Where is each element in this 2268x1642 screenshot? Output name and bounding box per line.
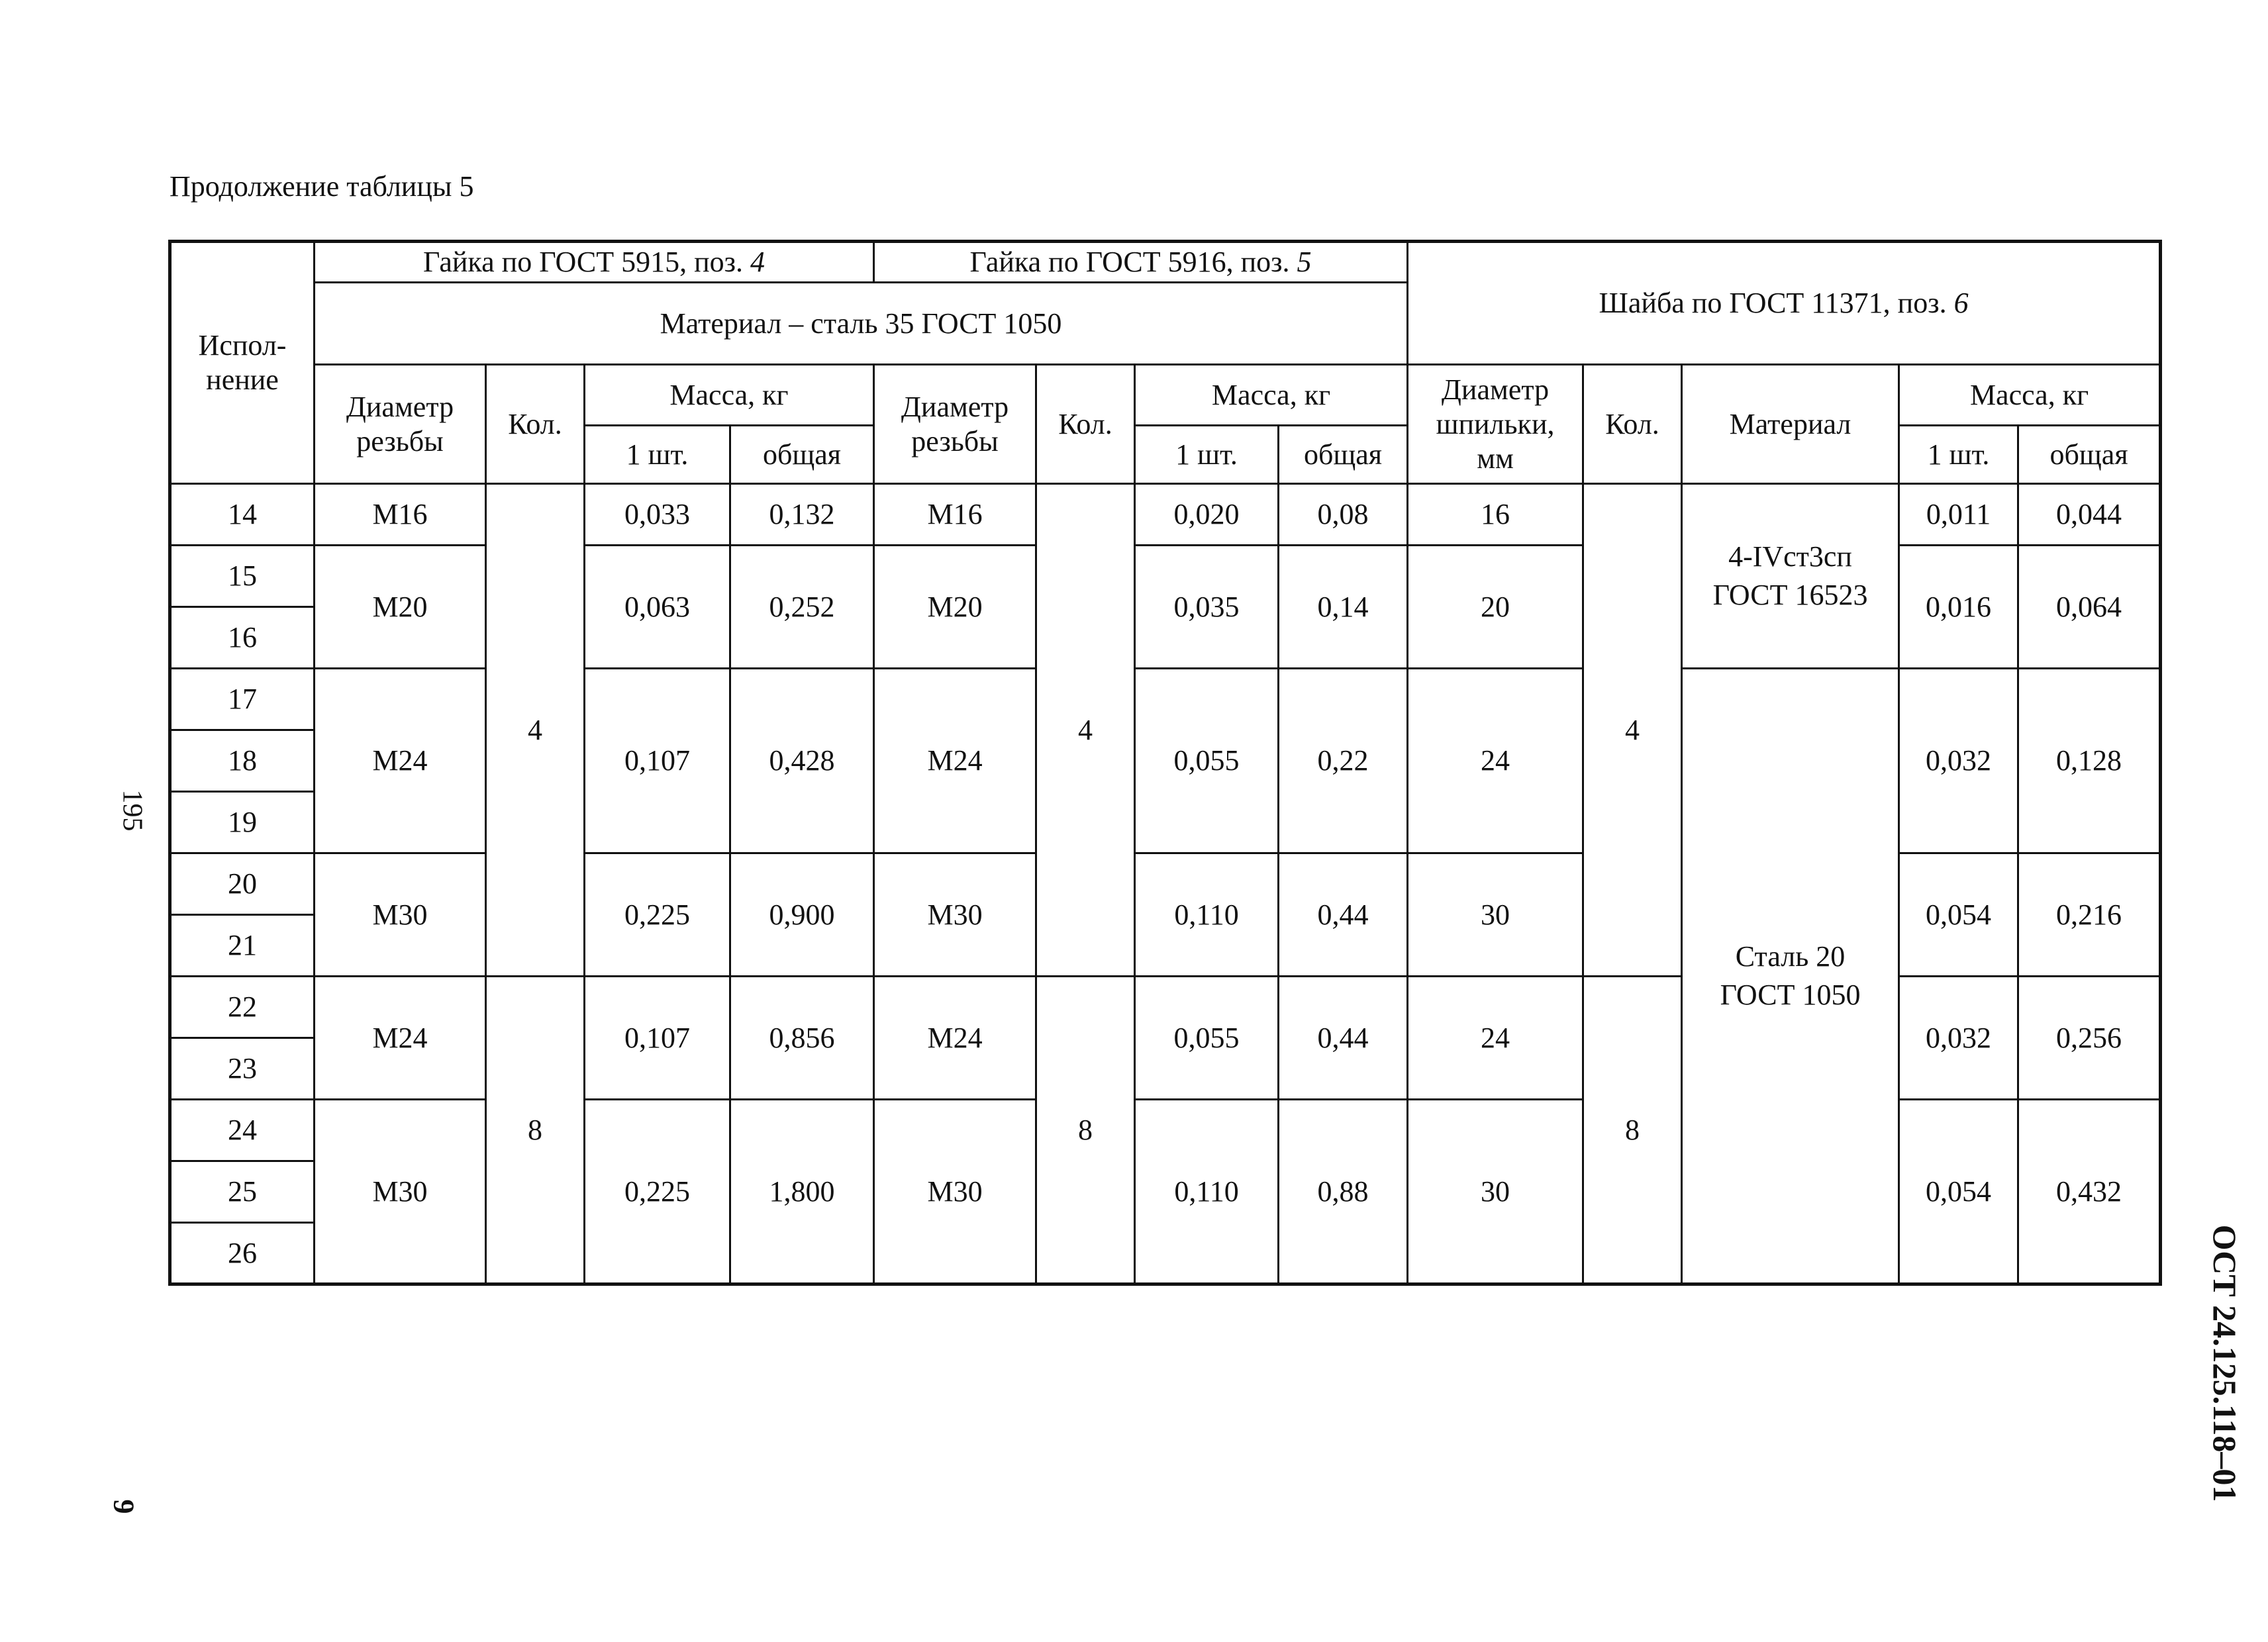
mass-one-cell: 0,055 [1135,977,1279,1100]
fastener-table [168,240,2162,1286]
header-nut-5916: Гайка по ГОСТ 5916, поз. 5 [874,242,1408,283]
mass-total-cell: 0,252 [730,546,874,669]
mass-total-cell: 0,128 [2018,669,2161,853]
qty-cell: 8 [1583,977,1682,1284]
mass-one-cell: 0,110 [1135,1100,1279,1284]
header-nut-material: Материал – сталь 35 ГОСТ 1050 [315,283,1408,365]
mass-one-cell: 0,110 [1135,853,1279,977]
header-mass-total: общая [1279,426,1408,484]
page-number: 195 [117,789,148,832]
exec-cell: 23 [170,1038,315,1100]
stud-cell: 20 [1408,546,1583,669]
thread-cell: М20 [874,546,1036,669]
mass-one-cell: 0,035 [1135,546,1279,669]
exec-cell: 22 [170,977,315,1038]
thread-cell: М24 [874,669,1036,853]
header-thread-diameter: Диаметр резьбы [315,365,486,484]
thread-cell: М24 [315,669,486,853]
mass-one-cell: 0,225 [585,853,730,977]
exec-cell: 24 [170,1100,315,1161]
mass-total-cell: 0,08 [1279,484,1408,546]
thread-cell: М16 [874,484,1036,546]
mass-total-cell: 0,044 [2018,484,2161,546]
thread-cell: М24 [315,977,486,1100]
mass-total-cell: 0,428 [730,669,874,853]
mass-one-cell: 0,225 [585,1100,730,1284]
thread-cell: М24 [874,977,1036,1100]
header-execution: Испол- нение [170,242,315,484]
washer-material-cell: Сталь 20 ГОСТ 1050 [1682,669,1899,1284]
mass-total-cell: 0,856 [730,977,874,1100]
thread-cell: М30 [874,853,1036,977]
header-mass-total: общая [2018,426,2161,484]
thread-cell: М20 [315,546,486,669]
stud-cell: 16 [1408,484,1583,546]
mass-total-cell: 0,132 [730,484,874,546]
header-qty: Кол. [1036,365,1135,484]
mass-total-cell: 0,44 [1279,977,1408,1100]
exec-cell: 26 [170,1223,315,1284]
stud-cell: 24 [1408,977,1583,1100]
mass-total-cell: 0,900 [730,853,874,977]
thread-cell: М30 [315,853,486,977]
header-mass: Масса, кг [1899,365,2161,426]
document-code: ОСТ 24.125.118–01 [2206,1224,2243,1502]
qty-cell: 4 [1583,484,1682,977]
exec-cell: 17 [170,669,315,730]
mass-one-cell: 0,032 [1899,669,2018,853]
stud-cell: 30 [1408,1100,1583,1284]
header-mass: Масса, кг [585,365,874,426]
mass-total-cell: 0,14 [1279,546,1408,669]
mass-total-cell: 0,256 [2018,977,2161,1100]
header-mass-one: 1 шт. [585,426,730,484]
header-nut-5915: Гайка по ГОСТ 5915, поз. 4 [315,242,874,283]
exec-cell: 19 [170,792,315,853]
stud-cell: 30 [1408,853,1583,977]
mass-one-cell: 0,107 [585,669,730,853]
table-caption: Продолжение таблицы 5 [170,170,474,203]
mass-one-cell: 0,011 [1899,484,2018,546]
header-mass-one: 1 шт. [1135,426,1279,484]
exec-cell: 14 [170,484,315,546]
header-material: Материал [1682,365,1899,484]
mass-one-cell: 0,033 [585,484,730,546]
qty-cell: 4 [1036,484,1135,977]
mass-one-cell: 0,016 [1899,546,2018,669]
header-mass: Масса, кг [1135,365,1408,426]
mass-one-cell: 0,032 [1899,977,2018,1100]
header-thread-diameter: Диаметр резьбы [874,365,1036,484]
mass-total-cell: 0,22 [1279,669,1408,853]
thread-cell: М16 [315,484,486,546]
mass-one-cell: 0,054 [1899,1100,2018,1284]
header-mass-total: общая [730,426,874,484]
qty-cell: 8 [1036,977,1135,1284]
exec-cell: 20 [170,853,315,915]
mass-total-cell: 0,064 [2018,546,2161,669]
header-mass-one: 1 шт. [1899,426,2018,484]
thread-cell: М30 [315,1100,486,1284]
exec-cell: 15 [170,546,315,607]
mass-one-cell: 0,054 [1899,853,2018,977]
exec-cell: 16 [170,607,315,669]
exec-cell: 18 [170,730,315,792]
header-washer: Шайба по ГОСТ 11371, поз. 6 [1408,242,2161,365]
mass-total-cell: 0,432 [2018,1100,2161,1284]
header-qty: Кол. [486,365,585,484]
mass-one-cell: 0,063 [585,546,730,669]
sheet-number: 9 [107,1499,140,1514]
mass-total-cell: 1,800 [730,1100,874,1284]
qty-cell: 4 [486,484,585,977]
mass-one-cell: 0,055 [1135,669,1279,853]
mass-total-cell: 0,88 [1279,1100,1408,1284]
mass-total-cell: 0,216 [2018,853,2161,977]
header-stud-diameter: Диаметр шпильки, мм [1408,365,1583,484]
mass-one-cell: 0,107 [585,977,730,1100]
header-qty: Кол. [1583,365,1682,484]
mass-total-cell: 0,44 [1279,853,1408,977]
exec-cell: 25 [170,1161,315,1223]
exec-cell: 21 [170,915,315,977]
qty-cell: 8 [486,977,585,1284]
mass-one-cell: 0,020 [1135,484,1279,546]
washer-material-cell: 4-IVст3сп ГОСТ 16523 [1682,484,1899,669]
thread-cell: М30 [874,1100,1036,1284]
stud-cell: 24 [1408,669,1583,853]
